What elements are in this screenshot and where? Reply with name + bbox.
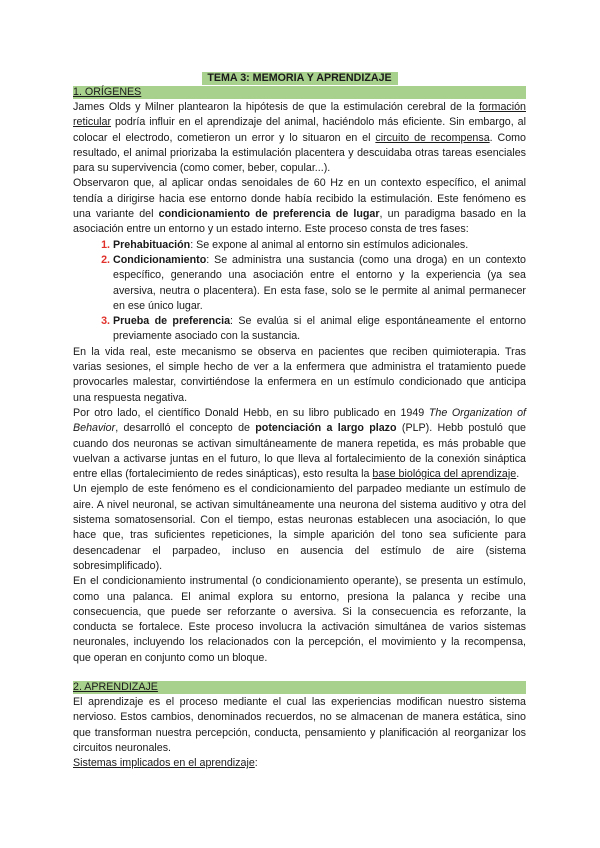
book-title: The Organization of Behavior: [73, 406, 526, 435]
section-heading-origenes: 1. ORÍGENES: [73, 86, 526, 99]
paragraph-olds-milner: James Olds y Milner plantearon la hipótesis de que la estimulación cerebral de la formación reticular podría influir en el aprendizaje del animal, haciéndolo más eficiente. Sin embargo, al colocar el electrodo, cometieron un error y lo situaron en el circuito de recompensa. Como resultado, el animal priorizaba la estimulación placentera y descuidaba otras tareas esenciales para su supervivencia (como comer, beber, copular...).: [73, 101, 526, 175]
document-page: [73, 72, 526, 771]
paragraph-aprendizaje: El aprendizaje es el proceso mediante el cual las experiencias modifican nuestro sistema nervioso. Estos cambios, denominados recuerdos, no se almacenan de manera estática, sino que transforman nuestra percepción, conducta, pensamiento y planificación al reorganizar los circuitos neuronales.: [73, 695, 526, 754]
term-formacion-reticular: formación reticular: [73, 101, 526, 129]
term-circuito-recompensa: circuito de recompensa: [375, 131, 490, 144]
paragraph-quimioterapia: En la vida real, este mecanismo se observa en pacientes que reciben quimioterapia. Tras varias sesiones, el simple hecho de ver a la enfermera que administra el tratamiento puede provocarles malestar, convirtiéndose la enfermera en un estímulo condicionado que anticipa una respuesta negativa.: [73, 345, 526, 404]
list-item: 3. Prueba de preferencia: Se evalúa si el animal elige espontáneamente el entorno previamente asociado con la sustancia.: [113, 314, 526, 345]
list-item: 1. Prehabituación: Se expone al animal al entorno sin estímulos adicionales.: [113, 238, 526, 253]
phases-list: [73, 238, 526, 345]
term-base-biologica: base biológica del aprendizaje: [372, 468, 517, 481]
paragraph-parpadeo: Un ejemplo de este fenómeno es el condicionamiento del parpadeo mediante un estímulo de aire. A nivel neuronal, se activan simultáneamente una neurona del sistema auditivo y otra del sistema somatosensorial. Con el tiempo, estas neuronas establecen una asociación, lo que hace que, tras suficientes repeticiones, la simple aparición del tono sea suficiente para desencadenar el parpadeo, incluso en ausencia del estímulo de aire (sistema sobresimplificado).: [73, 483, 526, 572]
paragraph-instrumental: En el condicionamiento instrumental (o condicionamiento operante), se presenta un estímulo, como una palanca. El animal explora su entorno, presiona la palanca y recibe una consecuencia, que puede ser reforzante o aversiva. Si la consecuencia es reforzante, la conducta se fortalece. Este proceso involucra la activación simultánea de varios sistemas neuronales, incluyendo los relacionados con la percepción, el movimiento y la recompensa, que operan en conjunto como un bloque.: [73, 575, 526, 664]
section-heading-aprendizaje: 2. APRENDIZAJE: [73, 681, 526, 694]
term-plp: potenciación a largo plazo: [255, 422, 397, 435]
list-item: 2. Condicionamiento: Se administra una sustancia (como una droga) en un contexto específico, generando una asociación entre el entorno y la experiencia (ya sea aversiva, neutra o placentera). En esta fase, solo se le permite al animal permanecer en ese único lugar.: [113, 253, 526, 314]
document-title: TEMA 3: MEMORIA Y APRENDIZAJE: [202, 72, 398, 85]
term-condicionamiento-preferencia: condicionamiento de preferencia de lugar: [158, 208, 380, 221]
subheading-sistemas: Sistemas implicados en el aprendizaje:: [73, 757, 258, 770]
paragraph-preferencia-lugar: Observaron que, al aplicar ondas senoidales de 60 Hz en un contexto específico, el animal tendía a dirigirse hacia ese entorno donde había recibido la estimulación. Este fenómeno es una variante del condicionamiento de preferencia de lugar, un paradigma basado en la asociación entre un entorno y un estado interno. Este proceso consta de tres fases:: [73, 177, 526, 236]
paragraph-hebb: Por otro lado, el científico Donald Hebb, en su libro publicado en 1949 The Organization of Behavior, desarrolló el concepto de potenciación a largo plazo (PLP). Hebb postuló que cuando dos neuronas se activan simultáneamente de manera repetida, es más probable que vuelvan a activarse juntas en el futuro, lo que lleva al fortalecimiento de la conexión sináptica entre ellas (fortalecimiento de redes sinápticas), esto resulta la base biológica del aprendizaje.: [73, 406, 526, 481]
